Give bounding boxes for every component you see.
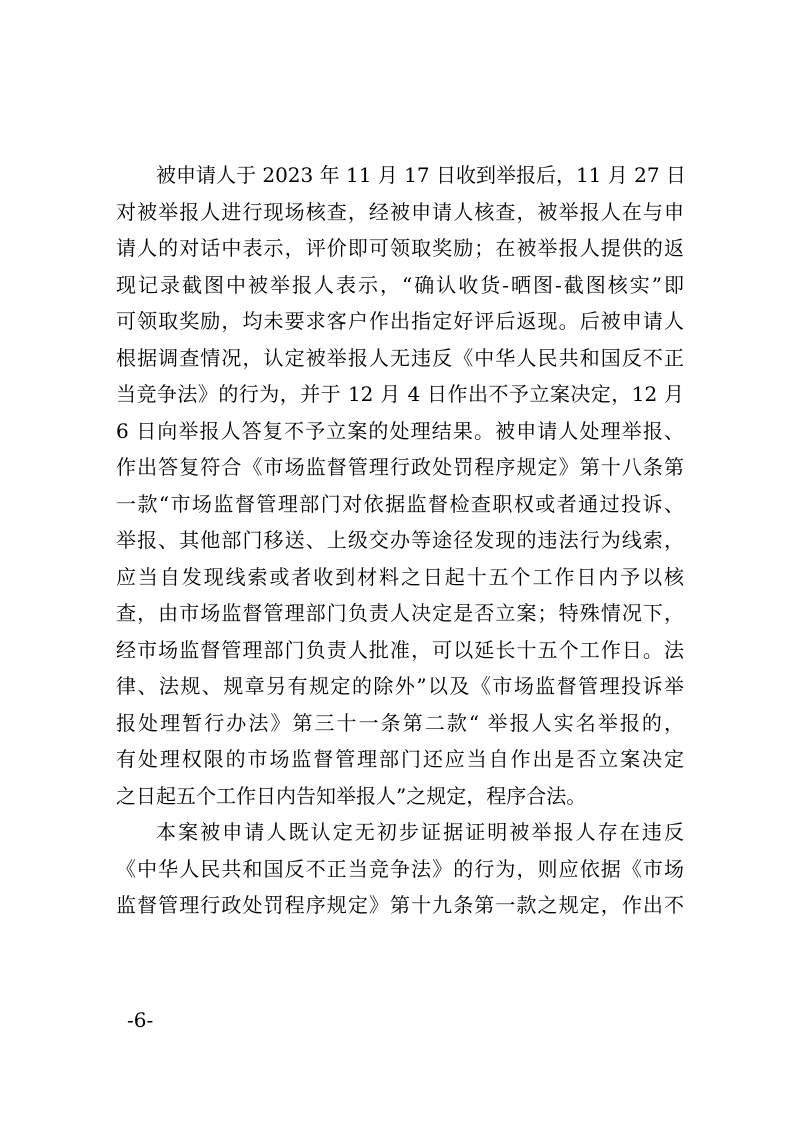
paragraph-1-line-17: 有处理权限的市场监督管理部门还应当自作出是否立案决定	[116, 747, 684, 771]
paragraph-1-line-3: 请人的对话中表示，评价即可领取奖励；在被举报人提供的返	[116, 236, 684, 260]
paragraph-1-line-10: 一款“市场监督管理部门对依据监督检查职权或者通过投诉、	[116, 491, 684, 516]
page-number: -6-	[127, 1008, 154, 1032]
paragraph-1-line-5: 可领取奖励，均未要求客户作出指定好评后返现。后被申请人	[116, 309, 684, 333]
paragraph-1-line-7: 当竞争法》的行为，并于 12 月 4 日作出不予立案决定，12 月	[116, 382, 684, 406]
paragraph-1-line-1: 被申请人于 2023 年 11 月 17 日收到举报后，11 月 27 日	[156, 163, 686, 187]
paragraph-1-line-18: 之日起五个工作日内告知举报人”之规定，程序合法。	[116, 783, 587, 808]
paragraph-1-line-6: 根据调查情况，认定被举报人无违反《中华人民共和国反不正	[116, 345, 684, 370]
paragraph-2-line-3: 监督管理行政处罚程序规定》第十九条第一款之规定，作出不	[116, 893, 684, 917]
paragraph-1-line-11: 举报、其他部门移送、上级交办等途径发现的违法行为线索，	[116, 528, 684, 552]
paragraph-1-line-8: 6 日向举报人答复不予立案的处理结果。被申请人处理举报、	[116, 418, 684, 443]
paragraph-1-line-15: 律、法规、规章另有规定的除外”以及《市场监督管理投诉举	[116, 674, 684, 698]
paragraph-1-line-14: 经市场监督管理部门负责人批准，可以延长十五个工作日。法	[116, 637, 684, 662]
paragraph-1-line-4: 现记录截图中被举报人表示，“确认收货-晒图-截图核实”即	[116, 272, 684, 297]
paragraph-1-line-2: 对被举报人进行现场核查，经被申请人核查，被举报人在与申	[116, 199, 684, 224]
paragraph-1-line-9: 作出答复符合《市场监督管理行政处罚程序规定》第十八条第	[116, 455, 684, 479]
paragraph-2-line-2: 《中华人民共和国反不正当竞争法》的行为，则应依据《市场	[116, 856, 684, 881]
document-body	[116, 157, 684, 924]
paragraph-2-line-1: 本案被申请人既认定无初步证据证明被举报人存在违反	[156, 820, 684, 844]
paragraph-1-line-13: 查，由市场监督管理部门负责人决定是否立案；特殊情况下，	[116, 601, 684, 625]
paragraph-1-line-12: 应当自发现线索或者收到材料之日起十五个工作日内予以核	[116, 564, 684, 589]
paragraph-1-line-16: 报处理暂行办法》第三十一条第二款“ 举报人实名举报的，	[116, 710, 684, 735]
